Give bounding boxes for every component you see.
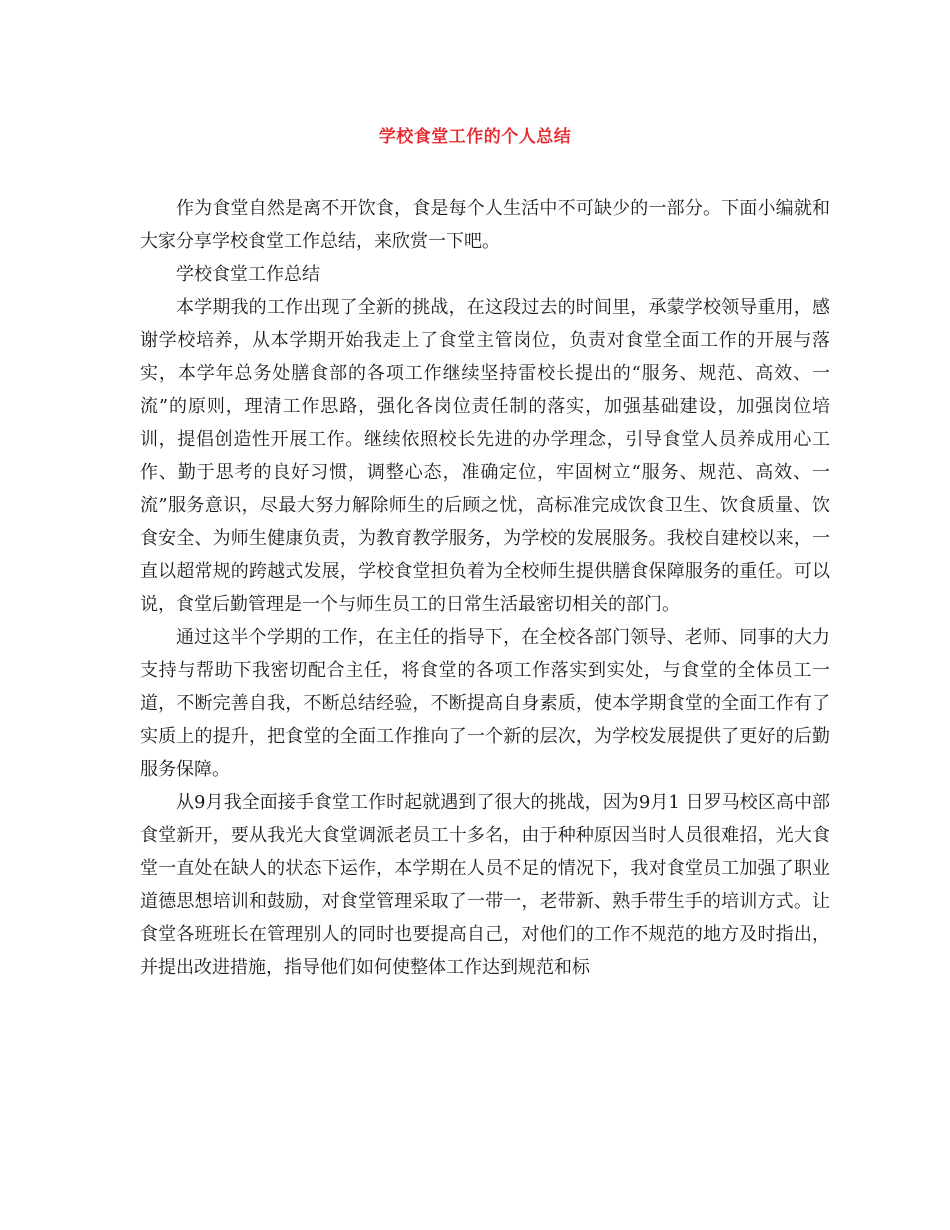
paragraph-intro: 作为食堂自然是离不开饮食，食是每个人生活中不可缺少的一部分。下面小编就和大家分享学校食堂工作总结，来欣赏一下吧。 bbox=[140, 198, 830, 252]
paragraph-subheading: 学校食堂工作总结 bbox=[176, 264, 320, 285]
paragraph-half-semester: 通过这半个学期的工作，在主任的指导下，在全校各部门领导、老师、同事的大力支持与帮助下我密切配合主任，将食堂的各项工作落实到实处，与食堂的全体员工一道，不断完善自我，不断总结经验，不断提高自身素质，使本学期食堂的全面工作有了实质上的提升，把食堂的全面工作推向了一个新的层次，为学校发展提供了更好的后勤服务保障。 bbox=[140, 627, 830, 780]
document-title: 学校食堂工作的个人总结 bbox=[378, 127, 572, 147]
paragraph-september: 从9月我全面接手食堂工作时起就遇到了很大的挑战，因为9月1 日罗马校区高中部食堂新开，要从我光大食堂调派老员工十多名，由于种种原因当时人员很难招，光大食堂一直处在缺人的状态下运作，本学期在人员不足的情况下，我对食堂员工加强了职业道德思想培训和鼓励，对食堂管理采取了一带一，老带新、熟手带生手的培训方式。让食堂各班班长在管理别人的同时也要提高自己，对他们的工作不规范的地方及时指出，并提出改进措施，指导他们如何使整体工作达到规范和标 bbox=[140, 792, 830, 978]
paragraph-semester-challenge: 本学期我的工作出现了全新的挑战，在这段过去的时间里，承蒙学校领导重用，感谢学校培养，从本学期开始我走上了食堂主管岗位，负责对食堂全面工作的开展与落实，本学年总务处膳食部的各项工作继续坚持雷校长提出的“服务、规范、高效、一流”的原则，理清工作思路，强化各岗位责任制的落实，加强基础建设，加强岗位培训，提倡创造性开展工作。继续依照校长先进的办学理念，引导食堂人员养成用心工作、勤于思考的良好习惯，调整心态，准确定位，牢固树立“服务、规范、高效、一流”服务意识，尽最大努力解除师生的后顾之忧，高标准完成饮食卫生、饮食质量、饮食安全、为师生健康负责，为教育教学服务，为学校的发展服务。我校自建校以来，一直以超常规的跨越式发展，学校食堂担负着为全校师生提供膳食保障服务的重任。可以说，食堂后勤管理是一个与师生员工的日常生活最密切相关的部门。 bbox=[140, 297, 830, 615]
document-body bbox=[140, 192, 830, 984]
